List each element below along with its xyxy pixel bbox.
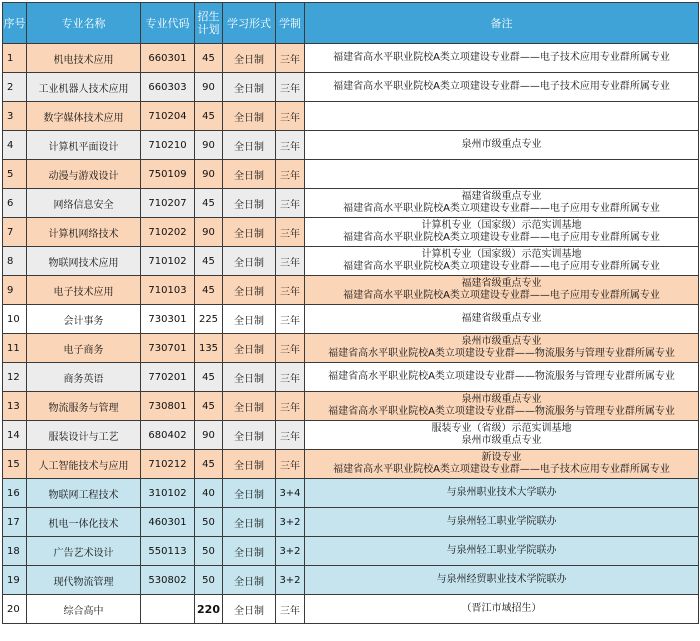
table-body (3, 44, 699, 624)
note-line: 福建省高水平职业院校A类立项建设专业群——电子应用专业群所属专业 (343, 203, 660, 214)
table-row (3, 595, 699, 624)
row-code: 680402 (141, 421, 195, 450)
row-plan: 45 (195, 276, 223, 305)
row-index: 6 (3, 189, 27, 218)
row-index: 14 (3, 421, 27, 450)
row-years: 三年 (276, 247, 305, 276)
row-mode: 全日制 (223, 363, 276, 392)
row-code: 660301 (141, 44, 195, 73)
note-line: 与泉州轻工职业学院联办 (446, 516, 557, 527)
row-note (305, 595, 699, 624)
row-code: 730701 (141, 334, 195, 363)
row-code: 710103 (141, 276, 195, 305)
table-row (3, 131, 699, 160)
row-years: 三年 (276, 305, 305, 334)
table-row (3, 102, 699, 131)
row-name: 机电技术应用 (27, 44, 141, 73)
row-name: 电子商务 (27, 334, 141, 363)
row-code: 710202 (141, 218, 195, 247)
row-plan: 45 (195, 44, 223, 73)
row-note (305, 247, 699, 276)
row-index: 11 (3, 334, 27, 363)
row-name: 电子技术应用 (27, 276, 141, 305)
row-plan: 90 (195, 131, 223, 160)
row-name: 广告艺术设计 (27, 537, 141, 566)
note-line: 服装专业（省级）示范实训基地 (431, 423, 572, 434)
row-name: 数字媒体技术应用 (27, 102, 141, 131)
table-row (3, 276, 699, 305)
row-years: 三年 (276, 334, 305, 363)
table-row (3, 421, 699, 450)
row-years: 三年 (276, 218, 305, 247)
note-line: 福建省高水平职业院校A类立项建设专业群——物流服务与管理专业群所属专业 (328, 406, 675, 417)
header-index: 序号 (3, 3, 27, 44)
row-name: 网络信息安全 (27, 189, 141, 218)
note-line: 福建省高水平职业院校A类立项建设专业群——电子技术应用专业群所属专业 (333, 52, 670, 63)
row-years: 三年 (276, 73, 305, 102)
row-note (305, 131, 699, 160)
header-plan-line2: 计划 (197, 23, 220, 36)
row-years: 三年 (276, 392, 305, 421)
row-note (305, 218, 699, 247)
row-years: 3+4 (276, 479, 305, 508)
row-note (305, 363, 699, 392)
row-mode: 全日制 (223, 189, 276, 218)
table-row (3, 334, 699, 363)
row-years: 3+2 (276, 537, 305, 566)
note-line: 计算机专业（国家级）示范实训基地 (421, 220, 582, 231)
row-plan: 90 (195, 421, 223, 450)
header-plan-line1: 招生 (197, 10, 220, 23)
table-row (3, 218, 699, 247)
note-line: 福建省高水平职业院校A类立项建设专业群——电子技术应用专业群所属专业 (333, 81, 670, 92)
note-line: 泉州市级重点专业 (461, 336, 542, 347)
row-index: 4 (3, 131, 27, 160)
note-line: （晋江市域招生） (461, 603, 542, 614)
row-index: 8 (3, 247, 27, 276)
row-mode: 全日制 (223, 479, 276, 508)
row-mode: 全日制 (223, 102, 276, 131)
row-plan: 45 (195, 450, 223, 479)
row-index: 17 (3, 508, 27, 537)
row-name: 计算机平面设计 (27, 131, 141, 160)
row-name: 计算机网络技术 (27, 218, 141, 247)
row-years: 三年 (276, 131, 305, 160)
row-index: 12 (3, 363, 27, 392)
header-code: 专业代码 (141, 3, 195, 44)
row-plan: 225 (195, 305, 223, 334)
header-mode: 学习形式 (223, 3, 276, 44)
row-plan: 50 (195, 566, 223, 595)
row-code: 550113 (141, 537, 195, 566)
header-name: 专业名称 (27, 3, 141, 44)
row-name: 机电一体化技术 (27, 508, 141, 537)
row-plan: 45 (195, 247, 223, 276)
row-index: 20 (3, 595, 27, 624)
row-mode: 全日制 (223, 73, 276, 102)
row-mode: 全日制 (223, 392, 276, 421)
row-mode: 全日制 (223, 160, 276, 189)
row-mode: 全日制 (223, 218, 276, 247)
row-note (305, 189, 699, 218)
row-code: 660303 (141, 73, 195, 102)
row-index: 16 (3, 479, 27, 508)
row-note (305, 537, 699, 566)
row-code: 730801 (141, 392, 195, 421)
note-line: 泉州市级重点专业 (461, 435, 542, 446)
row-name: 物联网技术应用 (27, 247, 141, 276)
note-line: 福建省高水平职业院校A类立项建设专业群——物流服务与管理专业群所属专业 (328, 348, 675, 359)
row-name: 服装设计与工艺 (27, 421, 141, 450)
note-line: 计算机专业（国家级）示范实训基地 (421, 249, 582, 260)
table-row (3, 247, 699, 276)
row-mode: 全日制 (223, 334, 276, 363)
row-index: 5 (3, 160, 27, 189)
row-code: 710204 (141, 102, 195, 131)
row-mode: 全日制 (223, 247, 276, 276)
row-mode: 全日制 (223, 276, 276, 305)
table-row (3, 479, 699, 508)
row-years: 三年 (276, 102, 305, 131)
row-mode: 全日制 (223, 421, 276, 450)
row-name: 工业机器人技术应用 (27, 73, 141, 102)
row-name: 综合高中 (27, 595, 141, 624)
row-index: 13 (3, 392, 27, 421)
row-note (305, 102, 699, 131)
note-line: 泉州市级重点专业 (461, 139, 542, 150)
row-years: 三年 (276, 189, 305, 218)
row-code: 710210 (141, 131, 195, 160)
table-row (3, 73, 699, 102)
row-plan: 45 (195, 363, 223, 392)
note-line: 新设专业 (481, 452, 522, 463)
row-code: 460301 (141, 508, 195, 537)
row-code: 530802 (141, 566, 195, 595)
note-line: 福建省级重点专业 (461, 313, 542, 324)
table-row (3, 537, 699, 566)
row-index: 1 (3, 44, 27, 73)
row-name: 物流服务与管理 (27, 392, 141, 421)
note-line: 福建省级重点专业 (461, 278, 542, 289)
row-name: 人工智能技术与应用 (27, 450, 141, 479)
header-plan (195, 3, 223, 44)
row-years: 三年 (276, 450, 305, 479)
header-row (3, 3, 699, 44)
row-code: 710207 (141, 189, 195, 218)
row-mode: 全日制 (223, 305, 276, 334)
table-row (3, 508, 699, 537)
table-row (3, 44, 699, 73)
row-name: 会计事务 (27, 305, 141, 334)
row-index: 3 (3, 102, 27, 131)
header-years: 学制 (276, 3, 305, 44)
table-row (3, 392, 699, 421)
row-years: 三年 (276, 160, 305, 189)
row-plan: 50 (195, 537, 223, 566)
row-note (305, 421, 699, 450)
row-code (141, 595, 195, 624)
row-name: 动漫与游戏设计 (27, 160, 141, 189)
row-mode: 全日制 (223, 131, 276, 160)
table-row (3, 450, 699, 479)
row-mode: 全日制 (223, 450, 276, 479)
row-note (305, 276, 699, 305)
row-index: 9 (3, 276, 27, 305)
row-plan: 135 (195, 334, 223, 363)
row-code: 730301 (141, 305, 195, 334)
table-row (3, 305, 699, 334)
row-note (305, 392, 699, 421)
row-plan: 90 (195, 73, 223, 102)
row-mode: 全日制 (223, 537, 276, 566)
note-line: 泉州市级重点专业 (461, 394, 542, 405)
row-plan: 45 (195, 392, 223, 421)
note-line: 福建省高水平职业院校A类立项建设专业群——电子应用专业群所属专业 (343, 232, 660, 243)
row-index: 18 (3, 537, 27, 566)
row-years: 三年 (276, 595, 305, 624)
row-code: 750109 (141, 160, 195, 189)
row-mode: 全日制 (223, 44, 276, 73)
row-mode: 全日制 (223, 566, 276, 595)
row-note (305, 73, 699, 102)
row-name: 现代物流管理 (27, 566, 141, 595)
row-note (305, 334, 699, 363)
note-line: 福建省级重点专业 (461, 191, 542, 202)
row-mode: 全日制 (223, 508, 276, 537)
row-years: 三年 (276, 44, 305, 73)
row-index: 7 (3, 218, 27, 247)
note-line: 与泉州职业技术大学联办 (446, 487, 557, 498)
row-years: 三年 (276, 363, 305, 392)
row-note (305, 160, 699, 189)
row-note (305, 44, 699, 73)
note-line: 与泉州经贸职业技术学院联办 (436, 574, 567, 585)
row-years: 3+2 (276, 508, 305, 537)
row-years: 三年 (276, 421, 305, 450)
row-note (305, 566, 699, 595)
table-row (3, 160, 699, 189)
row-plan: 45 (195, 189, 223, 218)
row-code: 710102 (141, 247, 195, 276)
note-line: 福建省高水平职业院校A类立项建设专业群——电子应用专业群所属专业 (343, 261, 660, 272)
row-code: 710212 (141, 450, 195, 479)
row-plan: 50 (195, 508, 223, 537)
note-line: 福建省高水平职业院校A类立项建设专业群——电子技术应用专业群所属专业 (333, 464, 670, 475)
row-index: 10 (3, 305, 27, 334)
table-row (3, 363, 699, 392)
row-index: 19 (3, 566, 27, 595)
row-note (305, 508, 699, 537)
row-note (305, 450, 699, 479)
row-plan: 220 (195, 595, 223, 624)
row-name: 物联网工程技术 (27, 479, 141, 508)
row-years: 三年 (276, 276, 305, 305)
note-line: 福建省高水平职业院校A类立项建设专业群——物流服务与管理专业群所属专业 (328, 371, 675, 382)
row-plan: 90 (195, 160, 223, 189)
row-index: 2 (3, 73, 27, 102)
row-plan: 40 (195, 479, 223, 508)
row-years: 3+2 (276, 566, 305, 595)
admissions-table (2, 2, 699, 624)
row-index: 15 (3, 450, 27, 479)
row-plan: 90 (195, 218, 223, 247)
row-note (305, 305, 699, 334)
note-line: 福建省高水平职业院校A类立项建设专业群——电子应用专业群所属专业 (343, 290, 660, 301)
row-plan: 45 (195, 102, 223, 131)
row-code: 770201 (141, 363, 195, 392)
table-row (3, 566, 699, 595)
note-line: 与泉州轻工职业学院联办 (446, 545, 557, 556)
row-mode: 全日制 (223, 595, 276, 624)
row-note (305, 479, 699, 508)
table-row (3, 189, 699, 218)
header-note: 备注 (305, 3, 699, 44)
row-name: 商务英语 (27, 363, 141, 392)
row-code: 310102 (141, 479, 195, 508)
